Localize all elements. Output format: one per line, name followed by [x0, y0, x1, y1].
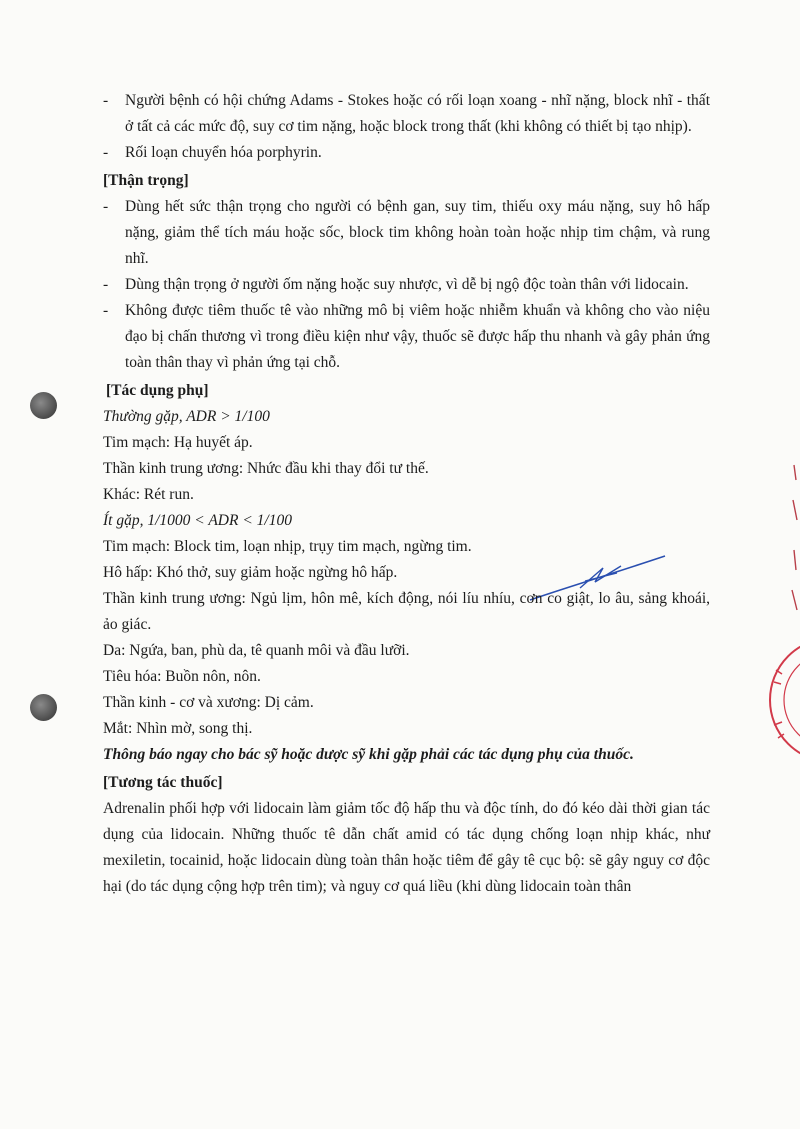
precaution-text: Dùng hết sức thận trọng cho người có bệnh gan, suy tim, thiếu oxy máu nặng, suy hô hấp nặng, giảm thể tích máu hoặc sốc, block tim không hoàn toàn hoặc nhịp tim chậm, và rung nhĩ. — [125, 198, 710, 267]
precaution-text: Dùng thận trọng ở người ốm nặng hoặc suy nhược, vì dễ bị ngộ độc toàn thân với lidocain. — [125, 276, 689, 293]
binder-hole-top — [30, 392, 57, 419]
side-effect-line: Tim mạch: Block tim, loạn nhịp, trụy tim mạch, ngừng tim. — [103, 538, 472, 555]
list-item: - Rối loạn chuyển hóa porphyrin. — [103, 144, 322, 161]
contraindication-text: Người bệnh có hội chứng Adams - Stokes hoặc có rối loạn xoang - nhĩ nặng, block nhĩ - thất ở tất cả các mức độ, suy cơ tim nặng, hoặc block trong thất (khi không có thiết bị tạo nhịp). — [125, 92, 710, 135]
precautions-heading: [Thận trọng] — [103, 172, 189, 189]
side-effect-line: Tim mạch: Hạ huyết áp. — [103, 434, 253, 451]
list-item: - Không được tiêm thuốc tê vào những mô bị viêm hoặc nhiễm khuẩn và không cho vào niệu đạo bị chấn thương vì trong điều kiện như vậy, thuốc sẽ được hấp thu nhanh và gây phản ứng toàn thân thay vì phản ứng tại chỗ. — [103, 302, 710, 371]
side-effects-notice: Thông báo ngay cho bác sỹ hoặc dược sỹ khi gặp phải các tác dụng phụ của thuốc. — [103, 746, 634, 763]
side-effect-line: Thần kinh trung ương: Nhức đầu khi thay đổi tư thế. — [103, 460, 429, 477]
list-item: - Người bệnh có hội chứng Adams - Stokes hoặc có rối loạn xoang - nhĩ nặng, block nhĩ - thất ở tất cả các mức độ, suy cơ tim nặng, hoặc block trong thất (khi không có thiết bị tạo nhịp). — [103, 92, 710, 135]
side-effects-heading: [Tác dụng phụ] — [106, 382, 209, 399]
side-effect-line: Khác: Rét run. — [103, 486, 194, 503]
stamp-mark — [762, 630, 800, 770]
side-effect-line: Da: Ngứa, ban, phù da, tê quanh môi và đầu lưỡi. — [103, 642, 410, 659]
precaution-text: Không được tiêm thuốc tê vào những mô bị viêm hoặc nhiễm khuẩn và không cho vào niệu đạo bị chấn thương vì trong điều kiện như vậy, thuốc sẽ được hấp thu nhanh và gây phản ứng toàn thân thay vì phản ứng tại chỗ. — [125, 302, 710, 371]
side-effect-line: Mắt: Nhìn mờ, song thị. — [103, 720, 253, 737]
interactions-heading: [Tương tác thuốc] — [103, 774, 223, 791]
side-effect-line: Thần kinh - cơ và xương: Dị cảm. — [103, 694, 314, 711]
list-item: - Dùng thận trọng ở người ốm nặng hoặc suy nhược, vì dễ bị ngộ độc toàn thân với lidocain. — [103, 276, 689, 293]
side-effect-line: Hô hấp: Khó thở, suy giảm hoặc ngừng hô hấp. — [103, 564, 398, 581]
side-effect-line: Thần kinh trung ương: Ngủ lịm, hôn mê, kích động, nói líu nhíu, cơn co giật, lo âu, sảng khoái, ảo giác. — [103, 590, 710, 633]
document-body — [103, 88, 710, 900]
list-item: - Dùng hết sức thận trọng cho người có bệnh gan, suy tim, thiếu oxy máu nặng, suy hô hấp nặng, giảm thể tích máu hoặc sốc, block tim không hoàn toàn hoặc nhịp tim chậm, và rung nhĩ. — [103, 198, 710, 267]
edge-ink-mark — [788, 460, 800, 620]
uncommon-frequency-label: Ít gặp, 1/1000 < ADR < 1/100 — [103, 512, 292, 529]
common-frequency-label: Thường gặp, ADR > 1/100 — [103, 408, 270, 425]
binder-hole-bottom — [30, 694, 57, 721]
side-effect-line: Tiêu hóa: Buồn nôn, nôn. — [103, 668, 261, 685]
contraindication-text: Rối loạn chuyển hóa porphyrin. — [125, 144, 322, 161]
interactions-paragraph: Adrenalin phối hợp với lidocain làm giảm tốc độ hấp thu và độc tính, do đó kéo dài thời gian tác dụng của lidocain. Những thuốc tê dẫn chất amid có tác dụng chống loạn nhịp khác, như mexiletin, tocainid, hoặc lidocain dùng toàn thân hoặc tiêm để gây tê cục bộ: sẽ gây nguy cơ độc hại (do tác dụng cộng hợp trên tim); và nguy cơ quá liều (khi dùng lidocain toàn thân — [103, 800, 710, 895]
